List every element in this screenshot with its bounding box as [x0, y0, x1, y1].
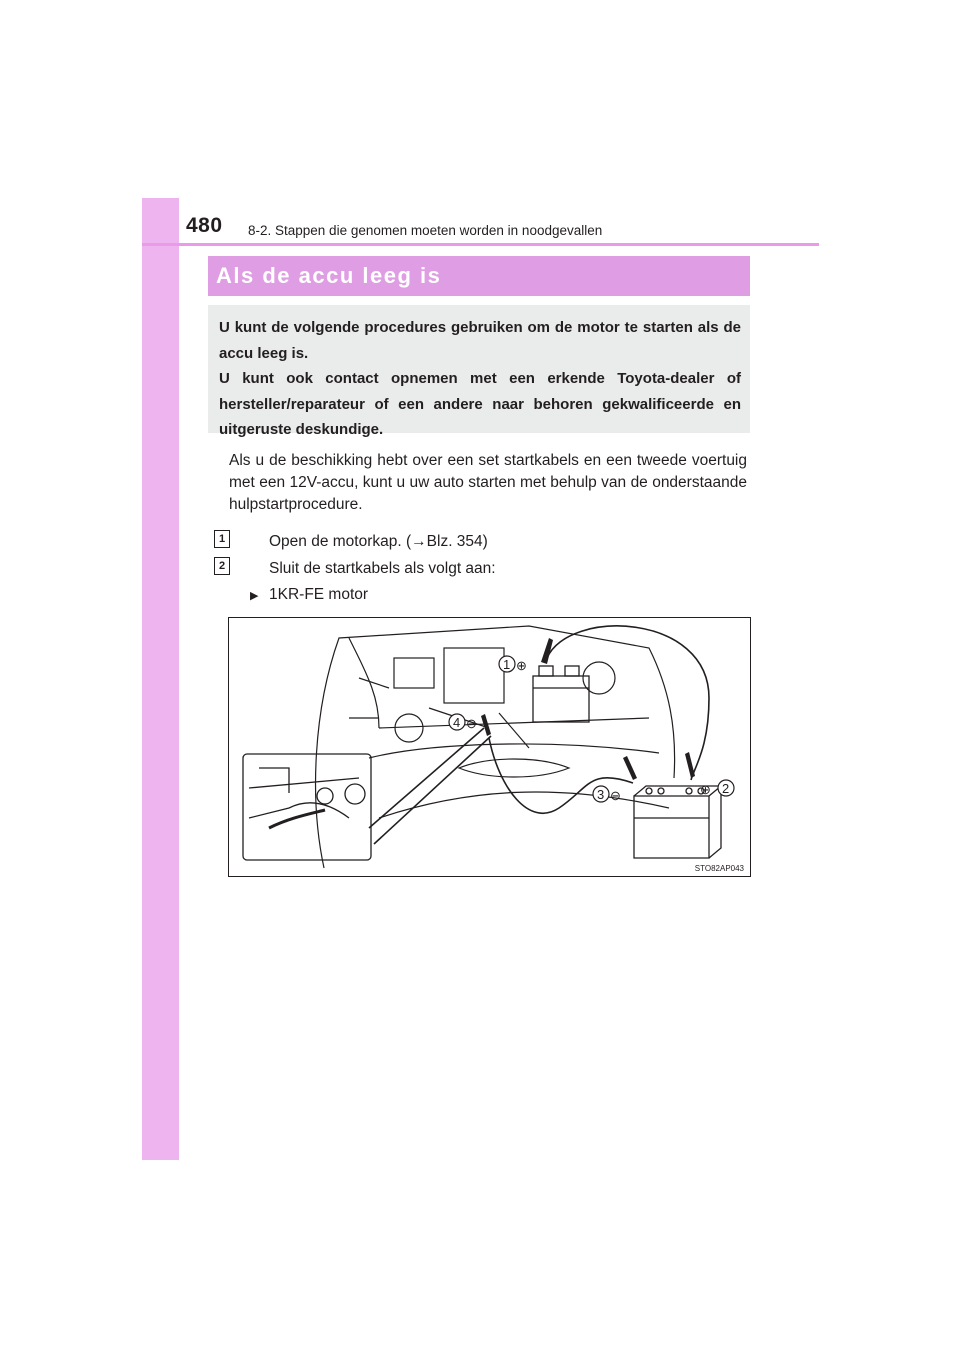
- jump-start-figure: [228, 617, 751, 877]
- step-text-2: Sluit de startkabels als volgt aan:: [269, 560, 496, 577]
- intro-line-1: U kunt de volgende procedures gebruiken om de motor te starten als de accu leeg is.: [219, 319, 741, 362]
- callout-3-sign: ⊖: [610, 788, 621, 803]
- callout-4-sign: ⊖: [466, 716, 477, 731]
- step-text-1: Open de motorkap. (→Blz. 354): [269, 533, 488, 550]
- header-rule: [142, 243, 819, 246]
- step-number-1: 1: [214, 530, 230, 548]
- section-title: Als de accu leeg is: [216, 263, 442, 288]
- bullet-arrow-icon: ▶: [250, 590, 259, 602]
- running-title: 8-2. Stappen die genomen moeten worden in noodgevallen: [248, 223, 603, 238]
- page-number: 480: [186, 214, 223, 237]
- figure-code: STO82AP043: [694, 864, 744, 873]
- callout-2-sign: ⊕: [700, 782, 711, 797]
- callout-2-number: 2: [722, 781, 730, 796]
- side-tab-bar: [142, 198, 179, 1160]
- jump-start-illustration: [229, 618, 750, 876]
- intro-line-2: U kunt ook contact opnemen met een erkende Toyota-dealer of hersteller/reparateur of een andere naar behoren gekwalificeerde en uitgeruste deskundige.: [219, 370, 741, 438]
- intro-text: [219, 315, 741, 443]
- step-number-2: 2: [214, 557, 230, 575]
- callout-4-number: 4: [453, 715, 461, 730]
- callout-1-number: 1: [503, 657, 511, 672]
- callout-3-number: 3: [597, 787, 605, 802]
- bullet-text: 1KR-FE motor: [269, 586, 369, 603]
- body-paragraph: Als u de beschikking hebt over een set startkabels en een tweede voertuig met een 12V-accu, kunt u uw auto starten met behulp van de onderstaande hulpstartprocedure.: [229, 452, 747, 513]
- callout-1-sign: ⊕: [516, 658, 527, 673]
